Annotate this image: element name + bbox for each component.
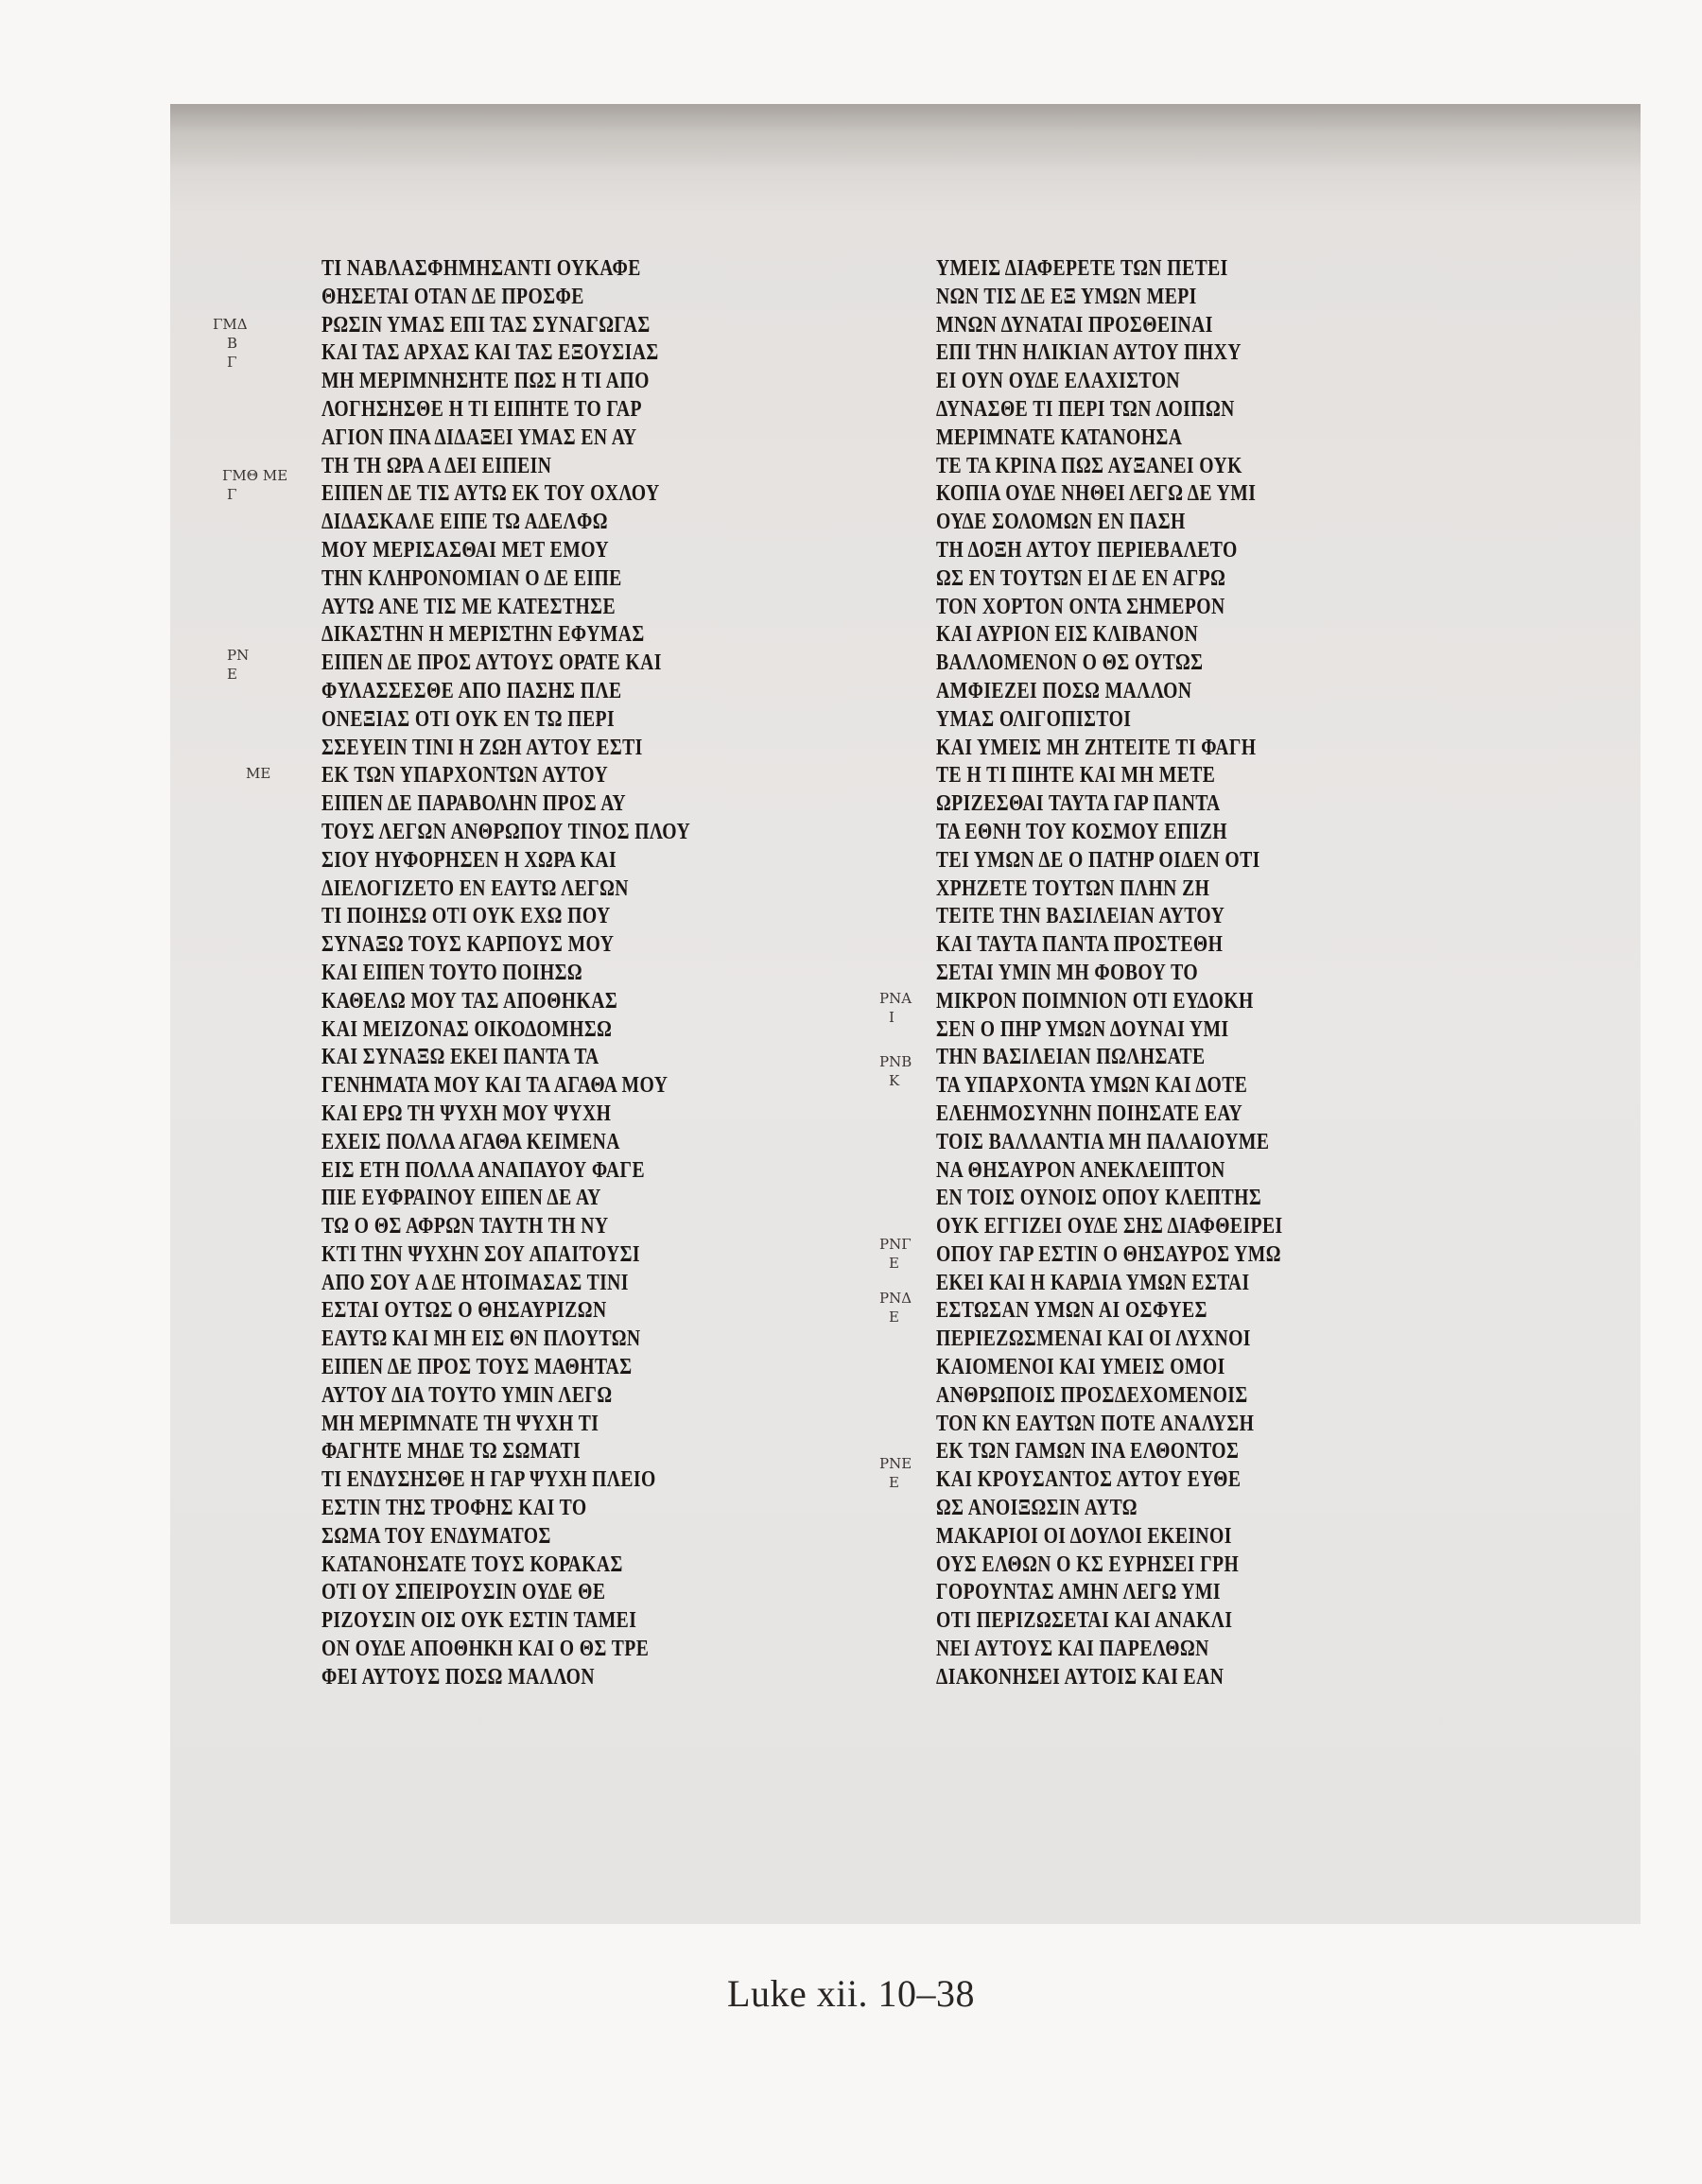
manuscript-line: ΡΩΣΙΝ ΥΜΑΣ ΕΠΙ ΤΑΣ ΣΥΝΑΓΩΓΑΣ bbox=[321, 312, 651, 338]
manuscript-line: ΑΥΤΩ ΑΝΕ ΤΙΣ ΜΕ ΚΑΤΕΣΤΗΣΕ bbox=[321, 594, 616, 619]
margin-note: ΡΝΒ bbox=[879, 1053, 912, 1070]
manuscript-line: ΤΗ ΔΟΞΗ ΑΥΤΟΥ ΠΕΡΙΕΒΑΛΕΤΟ bbox=[936, 537, 1238, 563]
manuscript-line: ΣΥΝΑΞΩ ΤΟΥΣ ΚΑΡΠΟΥΣ ΜΟΥ bbox=[321, 932, 615, 958]
manuscript-line: ΤΕΙ ΥΜΩΝ ΔΕ Ο ΠΑΤΗΡ ΟΙΔΕΝ ΟΤΙ bbox=[936, 847, 1260, 873]
manuscript-line: ΠΙΕ ΕΥΦΡΑΙΝΟΥ ΕΙΠΕΝ ΔΕ ΑΥ bbox=[321, 1186, 601, 1211]
manuscript-line: ΣΕΝ Ο ΠΗΡ ΥΜΩΝ ΔΟΥΝΑΙ ΥΜΙ bbox=[936, 1016, 1229, 1042]
manuscript-line: ΟΝ ΟΥΔΕ ΑΠΟΘΗΚΗ ΚΑΙ Ο ΘΣ ΤΡΕ bbox=[321, 1637, 650, 1662]
margin-note: Κ bbox=[889, 1072, 900, 1089]
manuscript-line: ΝΑ ΘΗΣΑΥΡΟΝ ΑΝΕΚΛΕΙΠΤΟΝ bbox=[936, 1157, 1225, 1183]
manuscript-line: ΜΟΥ ΜΕΡΙΣΑΣΘΑΙ ΜΕΤ ΕΜΟΥ bbox=[321, 537, 610, 563]
manuscript-line: ΩΣ ΑΝΟΙΞΩΣΙΝ ΑΥΤΩ bbox=[936, 1496, 1138, 1521]
manuscript-line: ΕΙ ΟΥΝ ΟΥΔΕ ΕΛΑΧΙΣΤΟΝ bbox=[936, 369, 1181, 394]
manuscript-line: ΟΤΙ ΠΕΡΙΖΩΣΕΤΑΙ ΚΑΙ ΑΝΑΚΛΙ bbox=[936, 1608, 1233, 1634]
manuscript-line: ΥΜΕΙΣ ΔΙΑΦΕΡΕΤΕ ΤΩΝ ΠΕΤΕΙ bbox=[936, 256, 1228, 281]
manuscript-line: ΚΑΙ ΑΥΡΙΟΝ ΕΙΣ ΚΛΙΒΑΝΟΝ bbox=[936, 622, 1199, 648]
manuscript-line: ΣΙΟΥ ΗΥΦΟΡΗΣΕΝ Η ΧΩΡΑ ΚΑΙ bbox=[321, 847, 617, 873]
manuscript-line: ΦΕΙ ΑΥΤΟΥΣ ΠΟΣΩ ΜΑΛΛΟΝ bbox=[321, 1664, 595, 1690]
manuscript-line: ΦΥΛΑΣΣΕΣΘΕ ΑΠΟ ΠΑΣΗΣ ΠΛΕ bbox=[321, 678, 622, 703]
manuscript-line: ΤΩ Ο ΘΣ ΑΦΡΩΝ ΤΑΥΤΗ ΤΗ ΝΥ bbox=[321, 1214, 609, 1239]
manuscript-line: ΕΝ ΤΟΙΣ ΟΥΝΟΙΣ ΟΠΟΥ ΚΛΕΠΤΗΣ bbox=[936, 1186, 1262, 1211]
manuscript-line: ΩΡΙΖΕΣΘΑΙ ΤΑΥΤΑ ΓΑΡ ΠΑΝΤΑ bbox=[936, 791, 1221, 817]
manuscript-line: ΑΠΟ ΣΟΥ Α ΔΕ ΗΤΟΙΜΑΣΑΣ ΤΙΝΙ bbox=[321, 1270, 629, 1295]
margin-note: Β bbox=[227, 335, 238, 352]
manuscript-line: ΤΙ ΝΑΒΛΑΣΦΗΜΗΣΑΝΤΙ ΟΥΚΑΦΕ bbox=[321, 256, 641, 281]
manuscript-line: ΚΑΙΟΜΕΝΟΙ ΚΑΙ ΥΜΕΙΣ ΟΜΟΙ bbox=[936, 1355, 1225, 1380]
manuscript-line: ΤΗΝ ΚΛΗΡΟΝΟΜΙΑΝ Ο ΔΕ ΕΙΠΕ bbox=[321, 565, 622, 591]
manuscript-line: ΔΙΔΑΣΚΑΛΕ ΕΙΠΕ ΤΩ ΑΔΕΛΦΩ bbox=[321, 510, 608, 535]
manuscript-line: ΑΝΘΡΩΠΟΙΣ ΠΡΟΣΔΕΧΟΜΕΝΟΙΣ bbox=[936, 1382, 1248, 1408]
margin-note: ΡΝ bbox=[227, 647, 250, 664]
manuscript-line: ΔΙΕΛΟΓΙΖΕΤΟ ΕΝ ΕΑΥΤΩ ΛΕΓΩΝ bbox=[321, 875, 629, 901]
manuscript-line: ΣΩΜΑ ΤΟΥ ΕΝΔΥΜΑΤΟΣ bbox=[321, 1523, 551, 1549]
manuscript-line: ΣΣΕΥΕΙΝ ΤΙΝΙ Η ΖΩΗ ΑΥΤΟΥ ΕΣΤΙ bbox=[321, 735, 643, 760]
manuscript-line: ΜΙΚΡΟΝ ΠΟΙΜΝΙΟΝ ΟΤΙ ΕΥΔΟΚΗ bbox=[936, 988, 1254, 1014]
left-margin-notes bbox=[170, 104, 321, 1924]
manuscript-line: ΕΙΠΕΝ ΔΕ ΠΡΟΣ ΤΟΥΣ ΜΑΘΗΤΑΣ bbox=[321, 1355, 633, 1380]
manuscript-line: ΔΙΚΑΣΤΗΝ Η ΜΕΡΙΣΤΗΝ ΕΦΥΜΑΣ bbox=[321, 622, 645, 648]
manuscript-line: ΛΟΓΗΣΗΣΘΕ Η ΤΙ ΕΙΠΗΤΕ ΤΟ ΓΑΡ bbox=[321, 396, 642, 422]
margin-note: Ι bbox=[889, 1009, 894, 1026]
manuscript-line: ΕΣΤΑΙ ΟΥΤΩΣ Ο ΘΗΣΑΥΡΙΖΩΝ bbox=[321, 1298, 607, 1324]
manuscript-line: ΜΑΚΑΡΙΟΙ ΟΙ ΔΟΥΛΟΙ ΕΚΕΙΝΟΙ bbox=[936, 1523, 1232, 1549]
manuscript-line: ΜΗ ΜΕΡΙΜΝΑΤΕ ΤΗ ΨΥΧΗ ΤΙ bbox=[321, 1411, 599, 1436]
plate-caption: Luke xii. 10–38 bbox=[727, 1972, 975, 2015]
manuscript-line: ΟΥΚ ΕΓΓΙΖΕΙ ΟΥΔΕ ΣΗΣ ΔΙΑΦΘΕΙΡΕΙ bbox=[936, 1214, 1283, 1239]
manuscript-line: ΚΑΙ ΥΜΕΙΣ ΜΗ ΖΗΤΕΙΤΕ ΤΙ ΦΑΓΗ bbox=[936, 735, 1257, 760]
manuscript-line: ΕΧΕΙΣ ΠΟΛΛΑ ΑΓΑΘΑ ΚΕΙΜΕΝΑ bbox=[321, 1129, 620, 1154]
manuscript-line: ΤΕ Η ΤΙ ΠΙΗΤΕ ΚΑΙ ΜΗ ΜΕΤΕ bbox=[936, 763, 1216, 789]
manuscript-line: ΤΗΝ ΒΑΣΙΛΕΙΑΝ ΠΩΛΗΣΑΤΕ bbox=[936, 1045, 1206, 1070]
manuscript-line: ΟΥΔΕ ΣΟΛΟΜΩΝ ΕΝ ΠΑΣΗ bbox=[936, 510, 1186, 535]
manuscript-line: ΚΑΘΕΛΩ ΜΟΥ ΤΑΣ ΑΠΟΘΗΚΑΣ bbox=[321, 988, 618, 1014]
left-column bbox=[321, 255, 927, 1692]
manuscript-line: ΚΑΙ ΣΥΝΑΞΩ ΕΚΕΙ ΠΑΝΤΑ ΤΑ bbox=[321, 1045, 599, 1070]
margin-note: ΡΝΑ bbox=[879, 990, 912, 1007]
manuscript-line: ΤΕΙΤΕ ΤΗΝ ΒΑΣΙΛΕΙΑΝ ΑΥΤΟΥ bbox=[936, 904, 1225, 929]
manuscript-line: ΚΑΤΑΝΟΗΣΑΤΕ ΤΟΥΣ ΚΟΡΑΚΑΣ bbox=[321, 1551, 623, 1577]
margin-note: ΡΝΓ bbox=[879, 1236, 912, 1253]
margin-note: Ε bbox=[889, 1309, 899, 1326]
manuscript-line: ΜΝΩΝ ΔΥΝΑΤΑΙ ΠΡΟΣΘΕΙΝΑΙ bbox=[936, 312, 1213, 338]
manuscript-line: ΤΗ ΤΗ ΩΡΑ Α ΔΕΙ ΕΙΠΕΙΝ bbox=[321, 453, 552, 478]
manuscript-line: ΒΑΛΛΟΜΕΝΟΝ Ο ΘΣ ΟΥΤΩΣ bbox=[936, 650, 1204, 676]
margin-note: Ε bbox=[889, 1255, 899, 1272]
manuscript-line: ΕΙΠΕΝ ΔΕ ΤΙΣ ΑΥΤΩ ΕΚ ΤΟΥ ΟΧΛΟΥ bbox=[321, 481, 660, 507]
manuscript-line: ΟΝΕΞΙΑΣ ΟΤΙ ΟΥΚ ΕΝ ΤΩ ΠΕΡΙ bbox=[321, 706, 616, 732]
manuscript-line: ΤΑ ΕΘΝΗ ΤΟΥ ΚΟΣΜΟΥ ΕΠΙΖΗ bbox=[936, 819, 1227, 844]
manuscript-line: ΕΙΣ ΕΤΗ ΠΟΛΛΑ ΑΝΑΠΑΥΟΥ ΦΑΓΕ bbox=[321, 1157, 646, 1183]
manuscript-line: ΓΟΡΟΥΝΤΑΣ ΑΜΗΝ ΛΕΓΩ ΥΜΙ bbox=[936, 1580, 1221, 1605]
manuscript-line: ΝΕΙ ΑΥΤΟΥΣ ΚΑΙ ΠΑΡΕΛΘΩΝ bbox=[936, 1637, 1209, 1662]
manuscript-line: ΕΣΤΩΣΑΝ ΥΜΩΝ ΑΙ ΟΣΦΥΕΣ bbox=[936, 1298, 1207, 1324]
manuscript-line: ΤΟΝ ΚΝ ΕΑΥΤΩΝ ΠΟΤΕ ΑΝΑΛΥΣΗ bbox=[936, 1411, 1255, 1436]
manuscript-line: ΧΡΗΖΕΤΕ ΤΟΥΤΩΝ ΠΛΗΝ ΖΗ bbox=[936, 875, 1210, 901]
manuscript-line: ΝΩΝ ΤΙΣ ΔΕ ΕΞ ΥΜΩΝ ΜΕΡΙ bbox=[936, 284, 1197, 309]
manuscript-line: ΦΑΓΗΤΕ ΜΗΔΕ ΤΩ ΣΩΜΑΤΙ bbox=[321, 1439, 582, 1465]
manuscript-line: ΚΑΙ ΕΙΠΕΝ ΤΟΥΤΟ ΠΟΙΗΣΩ bbox=[321, 960, 583, 985]
margin-note: Ε bbox=[889, 1474, 899, 1491]
manuscript-line: ΤΕ ΤΑ ΚΡΙΝΑ ΠΩΣ ΑΥΞΑΝΕΙ ΟΥΚ bbox=[936, 453, 1242, 478]
manuscript-line: ΟΤΙ ΟΥ ΣΠΕΙΡΟΥΣΙΝ ΟΥΔΕ ΘΕ bbox=[321, 1580, 606, 1605]
manuscript-line: ΡΙΖΟΥΣΙΝ ΟΙΣ ΟΥΚ ΕΣΤΙΝ ΤΑΜΕΙ bbox=[321, 1608, 637, 1634]
manuscript-line: ΑΥΤΟΥ ΔΙΑ ΤΟΥΤΟ ΥΜΙΝ ΛΕΓΩ bbox=[321, 1382, 613, 1408]
manuscript-line: ΟΥΣ ΕΛΘΩΝ Ο ΚΣ ΕΥΡΗΣΕΙ ΓΡΗ bbox=[936, 1551, 1240, 1577]
manuscript-line: ΚΑΙ ΤΑΥΤΑ ΠΑΝΤΑ ΠΡΟΣΤΕΘΗ bbox=[936, 932, 1224, 958]
manuscript-line: ΚΑΙ ΕΡΩ ΤΗ ΨΥΧΗ ΜΟΥ ΨΥΧΗ bbox=[321, 1101, 612, 1126]
manuscript-line: ΘΗΣΕΤΑΙ ΟΤΑΝ ΔΕ ΠΡΟΣΦΕ bbox=[321, 284, 584, 309]
manuscript-line: ΑΜΦΙΕΖΕΙ ΠΟΣΩ ΜΑΛΛΟΝ bbox=[936, 678, 1192, 703]
manuscript-line: ΟΠΟΥ ΓΑΡ ΕΣΤΙΝ Ο ΘΗΣΑΥΡΟΣ ΥΜΩ bbox=[936, 1241, 1281, 1267]
manuscript-line: ΕΚ ΤΩΝ ΥΠΑΡΧΟΝΤΩΝ ΑΥΤΟΥ bbox=[321, 763, 609, 789]
manuscript-line: ΕΠΙ ΤΗΝ ΗΛΙΚΙΑΝ ΑΥΤΟΥ ΠΗΧΥ bbox=[936, 340, 1242, 366]
margin-note: ΓΜΘ ΜΕ bbox=[222, 467, 288, 484]
manuscript-line: ΚΑΙ ΚΡΟΥΣΑΝΤΟΣ ΑΥΤΟΥ ΕΥΘΕ bbox=[936, 1467, 1242, 1493]
right-column bbox=[936, 255, 1541, 1692]
manuscript-line: ΤΙ ΠΟΙΗΣΩ ΟΤΙ ΟΥΚ ΕΧΩ ΠΟΥ bbox=[321, 904, 611, 929]
manuscript-line: ΥΜΑΣ ΟΛΙΓΟΠΙΣΤΟΙ bbox=[936, 706, 1132, 732]
manuscript-line: ΩΣ ΕΝ ΤΟΥΤΩΝ ΕΙ ΔΕ ΕΝ ΑΓΡΩ bbox=[936, 565, 1226, 591]
manuscript-line: ΚΟΠΙΑ ΟΥΔΕ ΝΗΘΕΙ ΛΕΓΩ ΔΕ ΥΜΙ bbox=[936, 481, 1257, 507]
manuscript-line: ΚΤΙ ΤΗΝ ΨΥΧΗΝ ΣΟΥ ΑΠΑΙΤΟΥΣΙ bbox=[321, 1241, 640, 1267]
manuscript-line: ΕΙΠΕΝ ΔΕ ΠΡΟΣ ΑΥΤΟΥΣ ΟΡΑΤΕ ΚΑΙ bbox=[321, 650, 662, 676]
margin-note: Γ bbox=[227, 486, 237, 503]
manuscript-plate bbox=[170, 104, 1641, 1924]
manuscript-line: ΕΑΥΤΩ ΚΑΙ ΜΗ ΕΙΣ ΘΝ ΠΛΟΥΤΩΝ bbox=[321, 1326, 641, 1352]
margin-note: ΜΕ bbox=[246, 765, 271, 782]
manuscript-line: ΕΙΠΕΝ ΔΕ ΠΑΡΑΒΟΛΗΝ ΠΡΟΣ ΑΥ bbox=[321, 791, 626, 817]
margin-note: ΡΝΕ bbox=[879, 1455, 912, 1472]
manuscript-line: ΤΟΥΣ ΛΕΓΩΝ ΑΝΘΡΩΠΟΥ ΤΙΝΟΣ ΠΛΟΥ bbox=[321, 819, 691, 844]
manuscript-line: ΔΙΑΚΟΝΗΣΕΙ ΑΥΤΟΙΣ ΚΑΙ ΕΑΝ bbox=[936, 1664, 1224, 1690]
manuscript-line: ΤΟΝ ΧΟΡΤΟΝ ΟΝΤΑ ΣΗΜΕΡΟΝ bbox=[936, 594, 1225, 619]
manuscript-line: ΚΑΙ ΜΕΙΖΟΝΑΣ ΟΙΚΟΔΟΜΗΣΩ bbox=[321, 1016, 613, 1042]
manuscript-line: ΕΛΕΗΜΟΣΥΝΗΝ ΠΟΙΗΣΑΤΕ ΕΑΥ bbox=[936, 1101, 1243, 1126]
manuscript-line: ΜΕΡΙΜΝΑΤΕ ΚΑΤΑΝΟΗΣΑ bbox=[936, 425, 1183, 450]
manuscript-line: ΚΑΙ ΤΑΣ ΑΡΧΑΣ ΚΑΙ ΤΑΣ ΕΞΟΥΣΙΑΣ bbox=[321, 340, 659, 366]
margin-note: Γ bbox=[227, 354, 237, 371]
manuscript-line: ΤΑ ΥΠΑΡΧΟΝΤΑ ΥΜΩΝ ΚΑΙ ΔΟΤΕ bbox=[936, 1073, 1248, 1099]
manuscript-line: ΕΚ ΤΩΝ ΓΑΜΩΝ ΙΝΑ ΕΛΘΟΝΤΟΣ bbox=[936, 1439, 1240, 1465]
manuscript-line: ΜΗ ΜΕΡΙΜΝΗΣΗΤΕ ΠΩΣ Η ΤΙ ΑΠΟ bbox=[321, 369, 650, 394]
manuscript-line: ΔΥΝΑΣΘΕ ΤΙ ΠΕΡΙ ΤΩΝ ΛΟΙΠΩΝ bbox=[936, 396, 1235, 422]
manuscript-line: ΕΚΕΙ ΚΑΙ Η ΚΑΡΔΙΑ ΥΜΩΝ ΕΣΤΑΙ bbox=[936, 1270, 1250, 1295]
manuscript-line: ΑΓΙΟΝ ΠΝΑ ΔΙΔΑΞΕΙ ΥΜΑΣ ΕΝ ΑΥ bbox=[321, 425, 637, 450]
manuscript-line: ΤΟΙΣ ΒΑΛΛΑΝΤΙΑ ΜΗ ΠΑΛΑΙΟΥΜΕ bbox=[936, 1129, 1270, 1154]
manuscript-line: ΕΣΤΙΝ ΤΗΣ ΤΡΟΦΗΣ ΚΑΙ ΤΟ bbox=[321, 1496, 587, 1521]
manuscript-line: ΤΙ ΕΝΔΥΣΗΣΘΕ Η ΓΑΡ ΨΥΧΗ ΠΛΕΙΟ bbox=[321, 1467, 656, 1493]
margin-note: ΓΜΔ bbox=[213, 316, 248, 333]
manuscript-line: ΠΕΡΙΕΖΩΣΜΕΝΑΙ ΚΑΙ ΟΙ ΛΥΧΝΟΙ bbox=[936, 1326, 1251, 1352]
margin-note: ΡΝΔ bbox=[879, 1290, 912, 1307]
margin-note: Ε bbox=[227, 666, 237, 683]
manuscript-line: ΣΕΤΑΙ ΥΜΙΝ ΜΗ ΦΟΒΟΥ ΤΟ bbox=[936, 960, 1199, 985]
manuscript-line: ΓΕΝΗΜΑΤΑ ΜΟΥ ΚΑΙ ΤΑ ΑΓΑΘΑ ΜΟΥ bbox=[321, 1073, 669, 1099]
